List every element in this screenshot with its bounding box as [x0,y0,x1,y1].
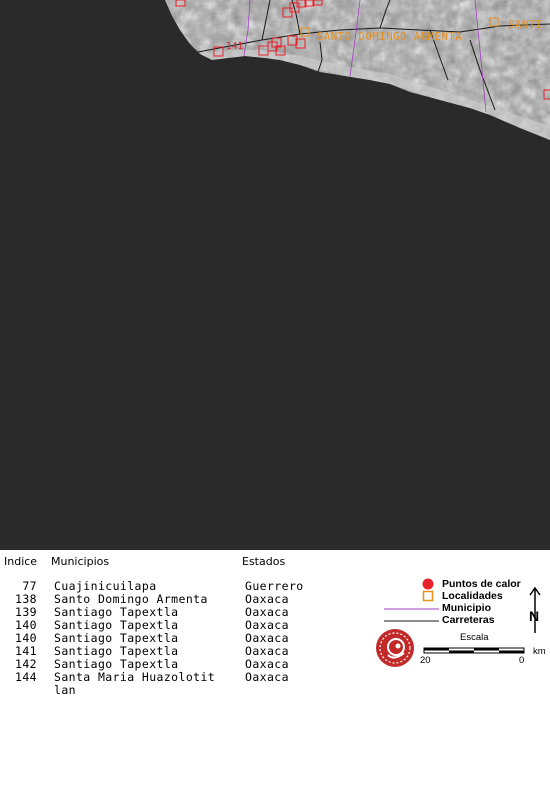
legend-hotspot-label: Puntos de calor [442,578,521,590]
row-indice: 142 [15,657,37,671]
legend-carreteras-label: Carreteras [442,614,495,626]
row-estado: Oaxaca [245,644,289,658]
row-indice: 140 [15,618,37,632]
row-municipio: Santiago Tapextla [54,605,179,619]
north-label: N [529,608,540,624]
scale-left-value: 20 [420,655,431,666]
row-estado: Guerrero [245,579,304,593]
map-legend [380,575,550,685]
locality-label-right: SANTI [508,19,543,31]
emblem-logo-icon [374,627,416,669]
locality-square-icon [422,590,436,602]
header-municipios: Municipios [51,555,110,568]
row-indice: 139 [15,605,37,619]
row-municipio: lan [54,683,76,697]
row-municipio: Santiago Tapextla [54,644,179,658]
map-index-label: 141 [226,41,244,52]
header-estados: Estados [242,555,286,568]
legend-municipio-label: Municipio [442,602,491,614]
road-line-icon [384,614,444,626]
row-indice: 141 [15,644,37,658]
legend-localidades-label: Localidades [442,590,503,602]
row-indice: 77 [22,579,37,593]
scale-right-value: 0 [519,655,525,666]
table-row [0,684,320,697]
row-municipio: Santo Domingo Armenta [54,592,208,606]
legend-municipio [380,602,550,614]
row-indice: 138 [15,592,37,606]
legend-hotspot [380,578,550,590]
row-indice: 140 [15,631,37,645]
header-indice: Indice [4,555,38,568]
scale-label: Escala [460,632,489,643]
row-municipio: Santiago Tapextla [54,657,179,671]
row-municipio: Santiago Tapextla [54,618,179,632]
row-indice: 144 [15,670,37,684]
legend-localidades [380,590,550,602]
scale-unit: km [533,646,546,657]
row-estado: Oaxaca [245,618,289,632]
row-municipio: Cuajinicuilapa [54,579,157,593]
row-municipio: Santa Maria Huazolotit [54,670,216,684]
row-estado: Oaxaca [245,592,289,606]
scale-bar [423,646,527,656]
row-estado: Oaxaca [245,670,289,684]
hotspot-dot-icon [422,578,436,590]
north-arrow-icon [526,585,546,635]
row-estado: Oaxaca [245,657,289,671]
municipio-line-icon [384,602,444,614]
row-estado: Oaxaca [245,605,289,619]
row-estado: Oaxaca [245,631,289,645]
locality-label: SANTO DOMINGO ARMENTA [317,31,463,43]
row-municipio: Santiago Tapextla [54,631,179,645]
legend-carreteras [380,614,550,626]
table-row [0,671,320,684]
